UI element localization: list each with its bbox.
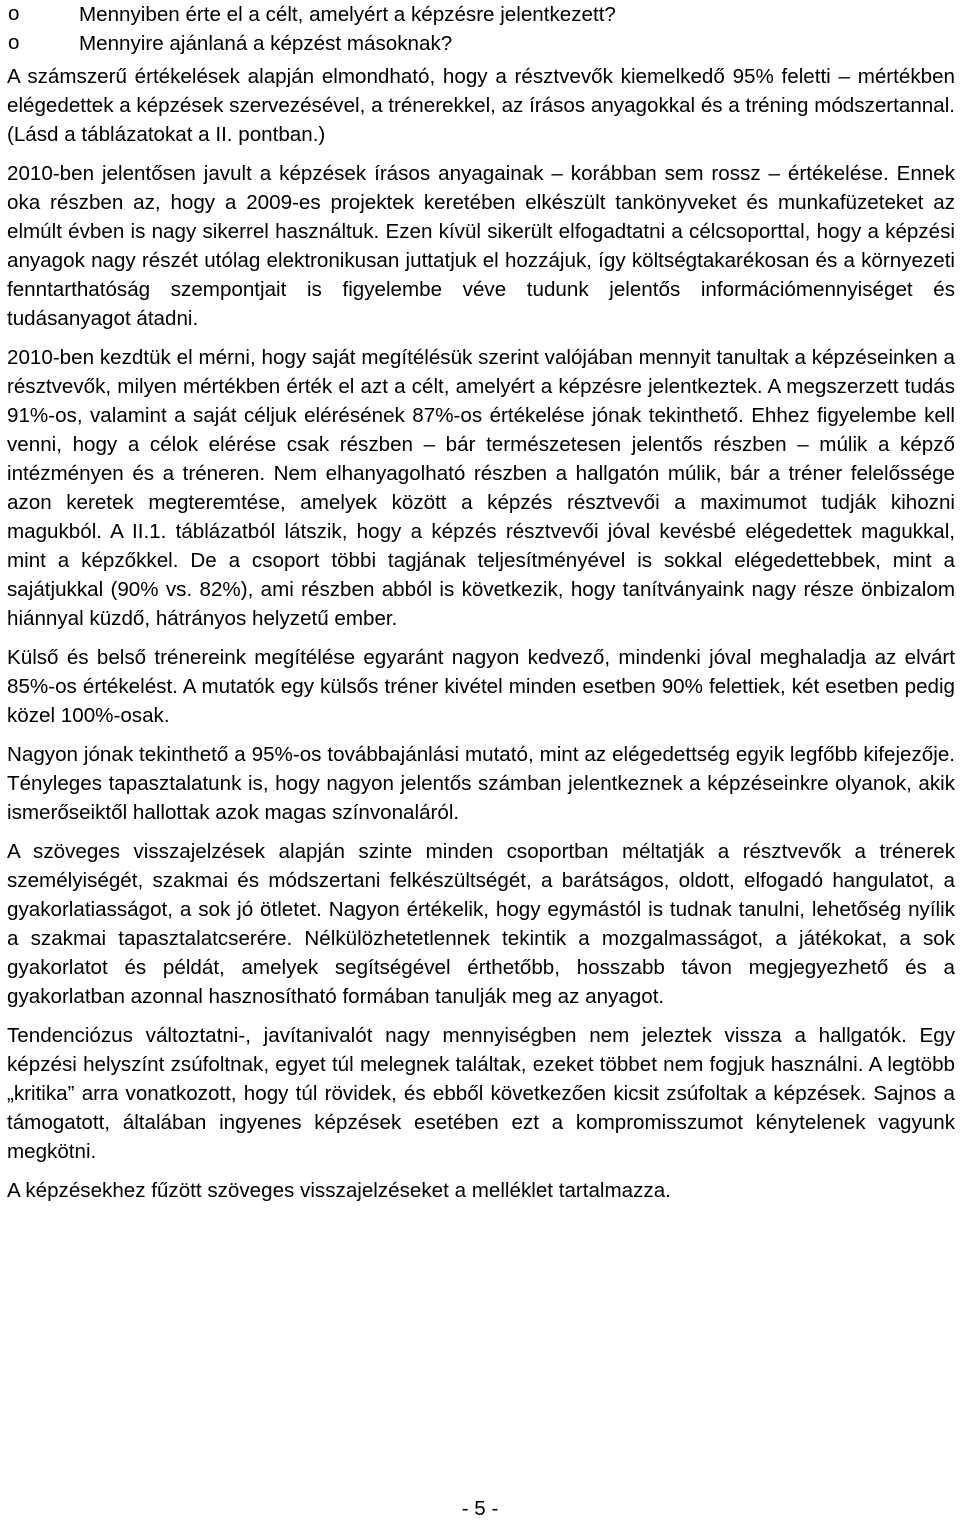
paragraph-improvements: Tendenciózus változtatni-, javítanivalót nagy mennyiségben nem jeleztek vissza a hallgatók. Egy képzési helyszínt zsúfoltnak, egyet túl melegnek találtak, ezeket többet nem fogjuk használni. A legtöbb „kritika” arra vonatkozott, hogy túl rövidek, és ebből következően kicsit zsúfoltak a képzések. Sajnos a támogatott, általában ingyenes képzések esetében ezt a kompromisszumot kénytelenek vagyunk megkötni.	[7, 1024, 955, 1163]
page-number: - 5 -	[461, 1497, 499, 1520]
bullet-marker: o	[8, 2, 20, 25]
paragraph-recommendation: Nagyon jónak tekinthető a 95%-os továbbajánlási mutató, mint az elégedettség egyik legfőbb kifejezője. Tényleges tapasztalatunk is, hogy nagyon jelentős számban jelentkeznek a képzéseinkre olyanok, akik ismerőseiktől hallottak azok magas színvonaláról.	[7, 743, 955, 824]
paragraph-learning-measurement: 2010-ben kezdtük el mérni, hogy saját megítélésük szerint valójában mennyit tanultak a képzéseinken a résztvevők, milyen mértékben érték el azt a célt, amelyért a képzésre jelentkeztek. A megszerzett tudás 91%-os, valamint a saját céljuk elérésének 87%-os értékelése jónak tekinthető. Ehhez figyelembe kell venni, hogy a célok elérése csak részben – bár természetesen jelentős részben – múlik a képző intézményen és a tréneren. Nem elhanyagolható részben a hallgatón múlik, bár a tréner felelőssége azon keretek megteremtése, amelyek között a képzés résztvevői a maximumot tudják kihozni magukból. A II.1. táblázatból látszik, hogy a képzés résztvevői jóval kevésbé elégedettek magukkal, mint a képzőkkel. De a csoport többi tagjának teljesítményével is sokkal elégedettebbek, mint a sajátjukkal (90% vs. 82%), ami részben abból is következik, hogy tanítványaink nagy része önbizalom hiánnyal küzdő, hátrányos helyzetű ember.	[7, 346, 955, 630]
list-item	[7, 29, 955, 58]
paragraph-text-feedback: A szöveges visszajelzések alapján szinte minden csoportban méltatják a résztvevők a trénerek személyiségét, szakmai és módszertani felkészültségét, a barátságos, oldott, elfogadó hangulatot, a gyakorlatiasságot, a sok jó ötletet. Nagyon értékelik, hogy egymástól is tudnak tanulni, lehetőség nyílik a szakmai tapasztalatcserére. Nélkülözhetetlennek tekintik a mozgalmasságot, a játékokat, a sok gyakorlatot és példát, amelyek segítségével érthetőbb, hosszabb távon megjegyezhető és a gyakorlatban azonnal hasznosítható formában tanulják meg az anyagot.	[7, 840, 955, 1008]
document-page	[7, 0, 955, 1205]
paragraph-written-materials: 2010-ben jelentősen javult a képzések írásos anyagainak – korábban sem rossz – értékelése. Ennek oka részben az, hogy a 2009-es projektek keretében elkészült tankönyveket és munkafüzeteket az elmúlt évben is nagy sikerrel használtuk. Ezen kívül sikerült elfogadtatni a célcsoporttal, hogy a képzési anyagok nagy részét utólag elektronikusan juttatjuk el hozzájuk, így költségtakarékosan és a környezeti fenntarthatóság szempontjait is figyelembe véve tudunk jelentős információmennyiséget és tudásanyagot átadni.	[7, 162, 955, 330]
list-item-text: Mennyire ajánlaná a képzést másoknak?	[79, 32, 453, 55]
list-item-text: Mennyiben érte el a célt, amelyért a képzésre jelentkezett?	[79, 3, 616, 26]
question-list	[7, 0, 955, 58]
paragraph-trainer-ratings: Külső és belső trénereink megítélése egyaránt nagyon kedvező, mindenki jóval meghaladja az elvárt 85%-os értékelést. A mutatók egy külsős tréner kivétel minden esetben 90% felettiek, két esetben pedig közel 100%-osak.	[7, 646, 955, 727]
paragraph-appendix-note: A képzésekhez fűzött szöveges visszajelzéseket a melléklet tartalmazza.	[7, 1179, 671, 1202]
paragraph-evaluation-summary: A számszerű értékelések alapján elmondható, hogy a résztvevők kiemelkedő 95% feletti – mértékben elégedettek a képzések szervezésével, a trénerekkel, az írásos anyagokkal és a tréning módszertannal. (Lásd a táblázatokat a II. pontban.)	[7, 65, 955, 146]
list-item	[7, 0, 955, 29]
bullet-marker: o	[8, 31, 20, 54]
